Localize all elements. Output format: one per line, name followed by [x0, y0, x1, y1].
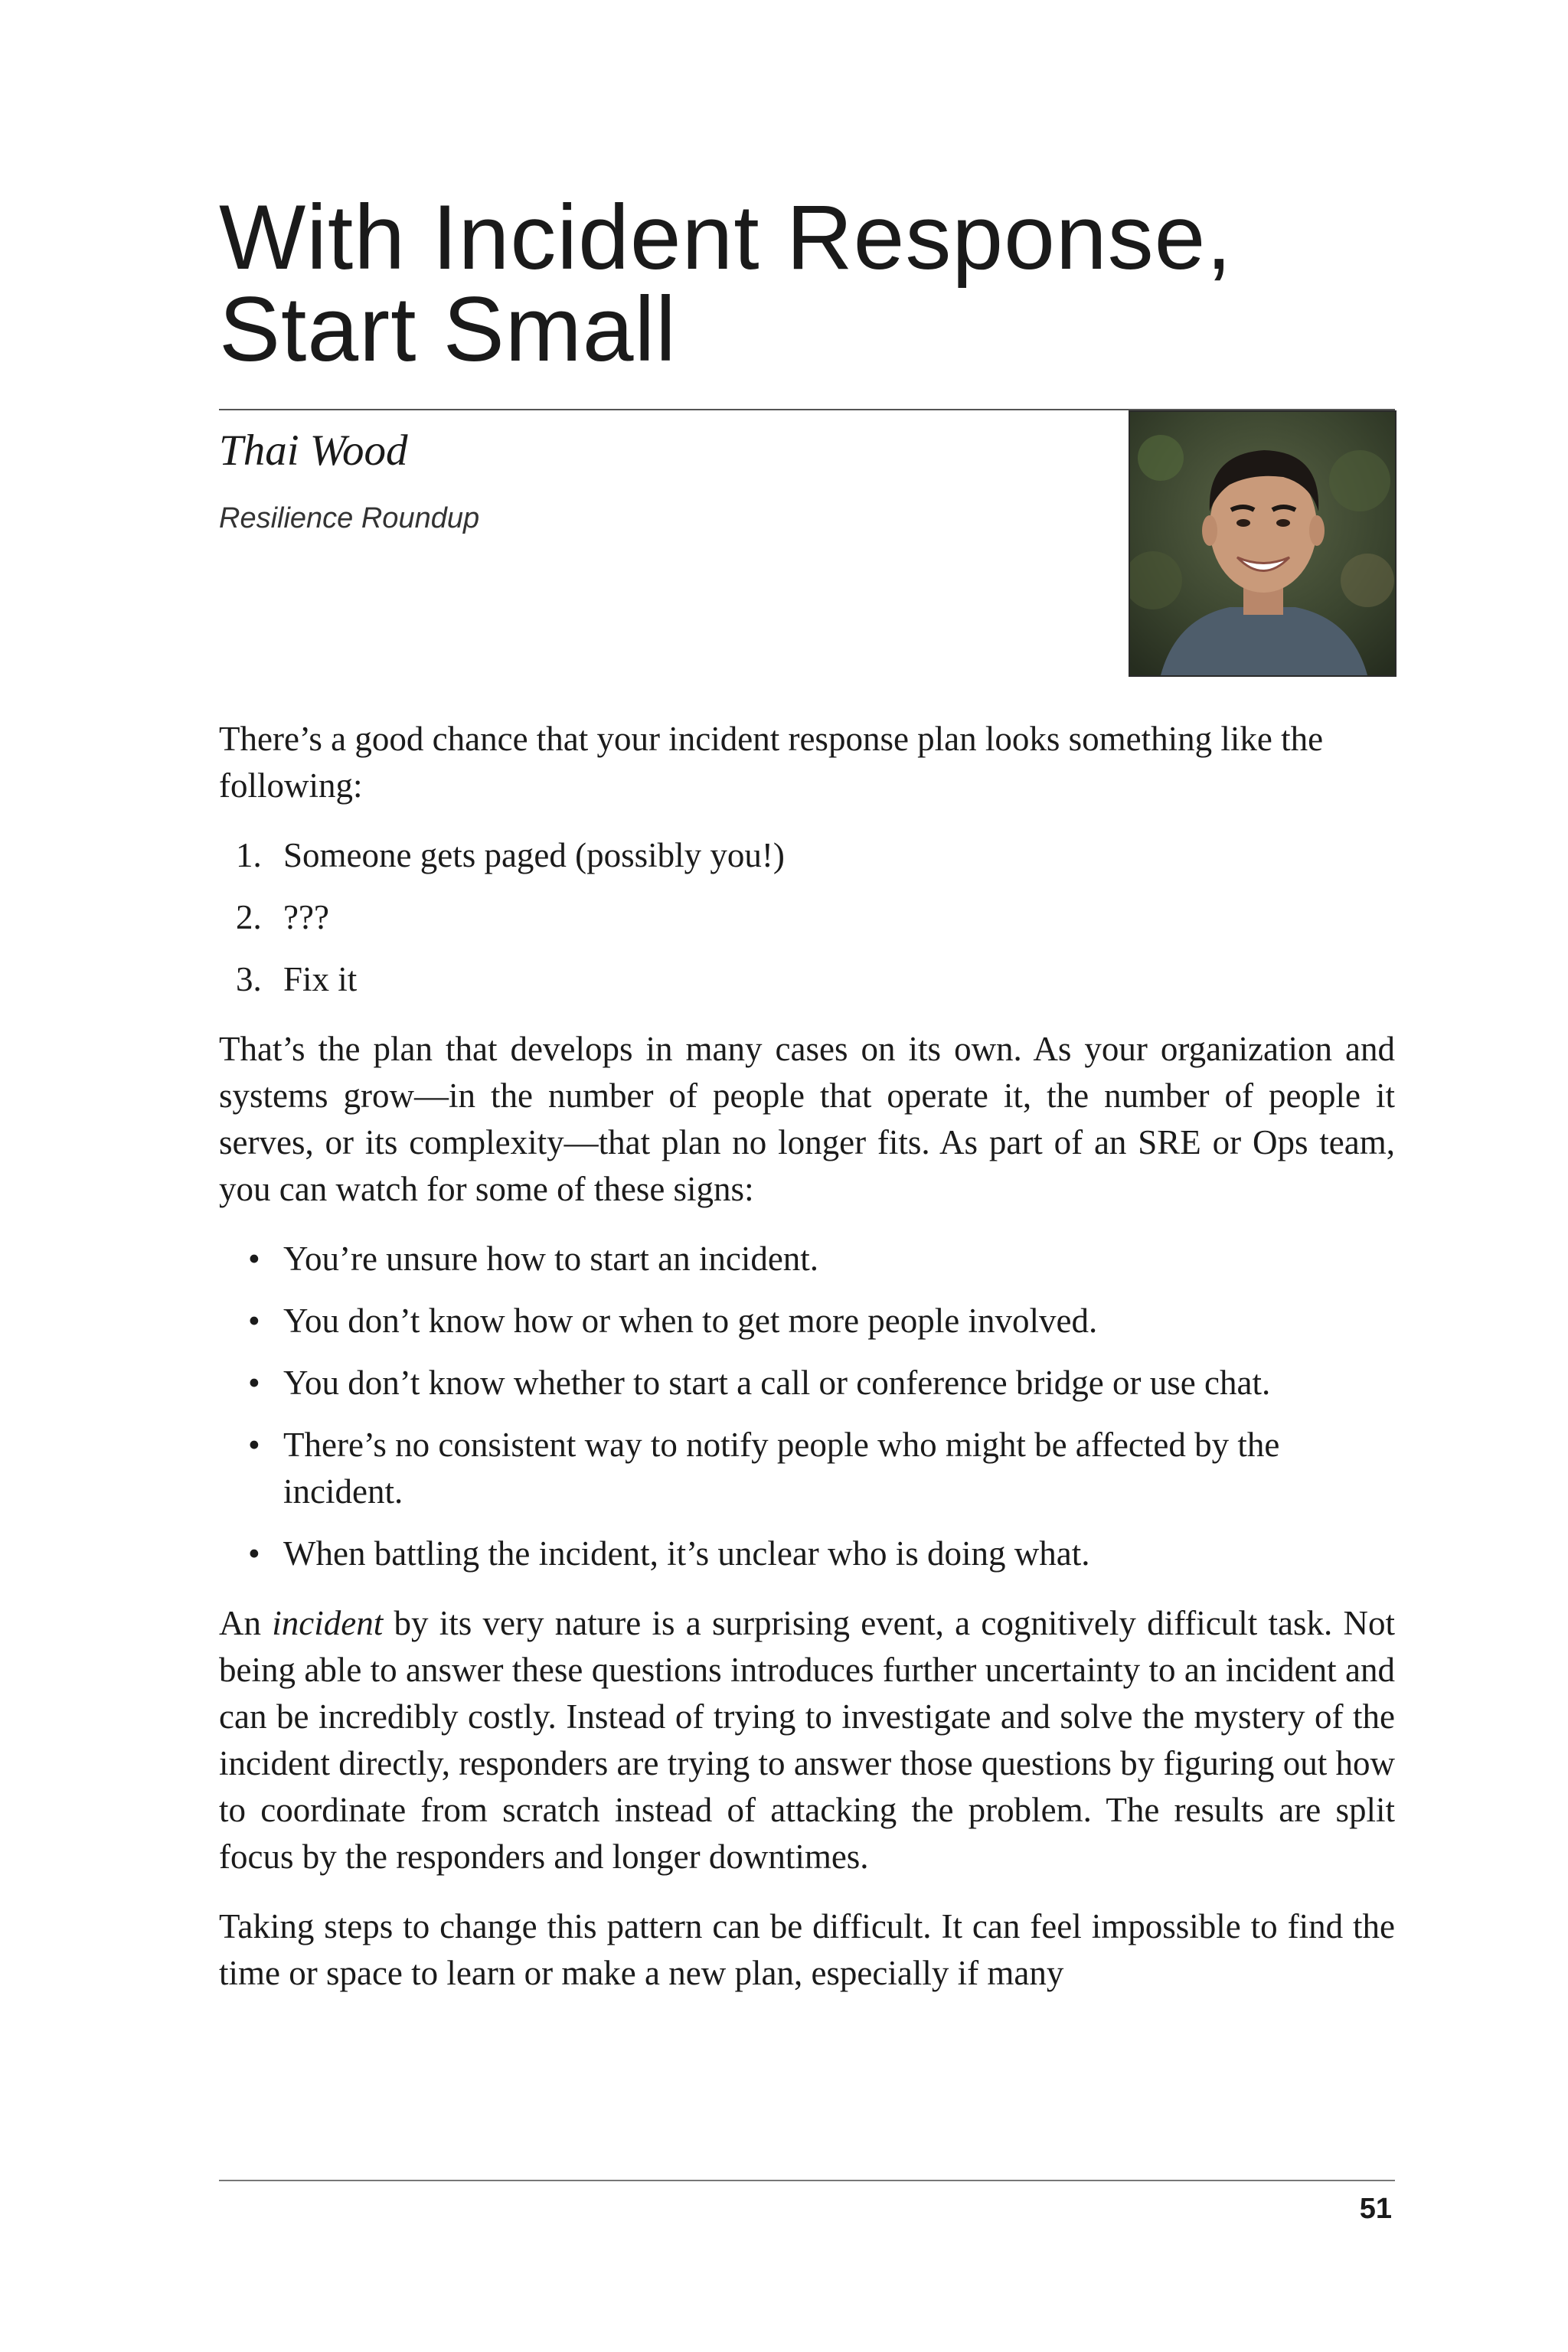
author-affiliation: Resilience Roundup	[219, 502, 480, 534]
chapter-title	[219, 186, 1395, 381]
body-paragraph	[219, 1600, 1395, 1880]
bullet-icon: •	[248, 1426, 260, 1464]
author-name: Thai Wood	[219, 426, 408, 475]
list-item	[219, 1298, 1395, 1344]
list-item	[219, 1360, 1395, 1406]
bullet-icon: •	[248, 1240, 260, 1278]
list-item	[219, 1236, 1395, 1282]
chapter-title-line-2: Start Small	[219, 278, 677, 381]
paragraph-lead: An	[219, 1604, 273, 1642]
list-item-text: When battling the incident, it’s unclear who is doing what.	[283, 1534, 1090, 1573]
chapter-title-line-1: With Incident Response,	[219, 186, 1233, 289]
paragraph-rest: by its very nature is a surprising event, a cognitively difficult task. Not being able to answer these questions introduces further uncertainty to an incident and can be incredibly costly. Instead of trying to investigate and solve the mystery of the incident directly, responders are trying to answer those questions by figuring out how to coordinate from scratch instead of attacking the problem. The results are split focus by the responders and longer downtimes.	[219, 1604, 1396, 1876]
list-item	[219, 832, 1395, 879]
list-item	[219, 1422, 1395, 1515]
bullet-icon: •	[248, 1534, 260, 1573]
list-number: 1.	[236, 836, 262, 874]
list-number: 2.	[236, 898, 262, 936]
signs-list	[219, 1236, 1395, 1577]
chapter-body	[219, 716, 1395, 2020]
list-item-text: Fix it	[283, 960, 358, 998]
list-item-text: ???	[283, 898, 329, 936]
list-item	[219, 894, 1395, 941]
list-item	[219, 956, 1395, 1003]
body-paragraph: Taking steps to change this pattern can be difficult. It can feel impossible to find the time or space to learn or make a new plan, especially if many	[219, 1907, 1395, 1992]
author-photo	[1129, 410, 1396, 677]
incident-steps-list	[219, 832, 1395, 1003]
list-item-text: There’s no consistent way to notify people who might be affected by the incident.	[283, 1426, 1280, 1511]
list-item-text: You’re unsure how to start an incident.	[283, 1240, 819, 1278]
list-item-text: You don’t know how or when to get more people involved.	[283, 1302, 1098, 1340]
footer-divider	[219, 2180, 1395, 2181]
bullet-icon: •	[248, 1302, 260, 1340]
page-number: 51	[1359, 2193, 1392, 2225]
emphasized-term: incident	[272, 1604, 384, 1642]
list-number: 3.	[236, 960, 262, 998]
list-item	[219, 1530, 1395, 1577]
bullet-icon: •	[248, 1364, 260, 1402]
list-item-text: You don’t know whether to start a call or conference bridge or use chat.	[283, 1364, 1271, 1402]
body-paragraph: That’s the plan that develops in many cases on its own. As your organization and systems grow—in the number of people that operate it, the number of people it serves, or its complexity—that plan no longer fits. As part of an SRE or Ops team, you can watch for some of these signs:	[219, 1030, 1395, 1208]
list-item-text: Someone gets paged (possibly you!)	[283, 836, 785, 874]
book-page	[219, 0, 1395, 2352]
intro-paragraph: There’s a good chance that your incident response plan looks something like the following:	[219, 720, 1324, 805]
